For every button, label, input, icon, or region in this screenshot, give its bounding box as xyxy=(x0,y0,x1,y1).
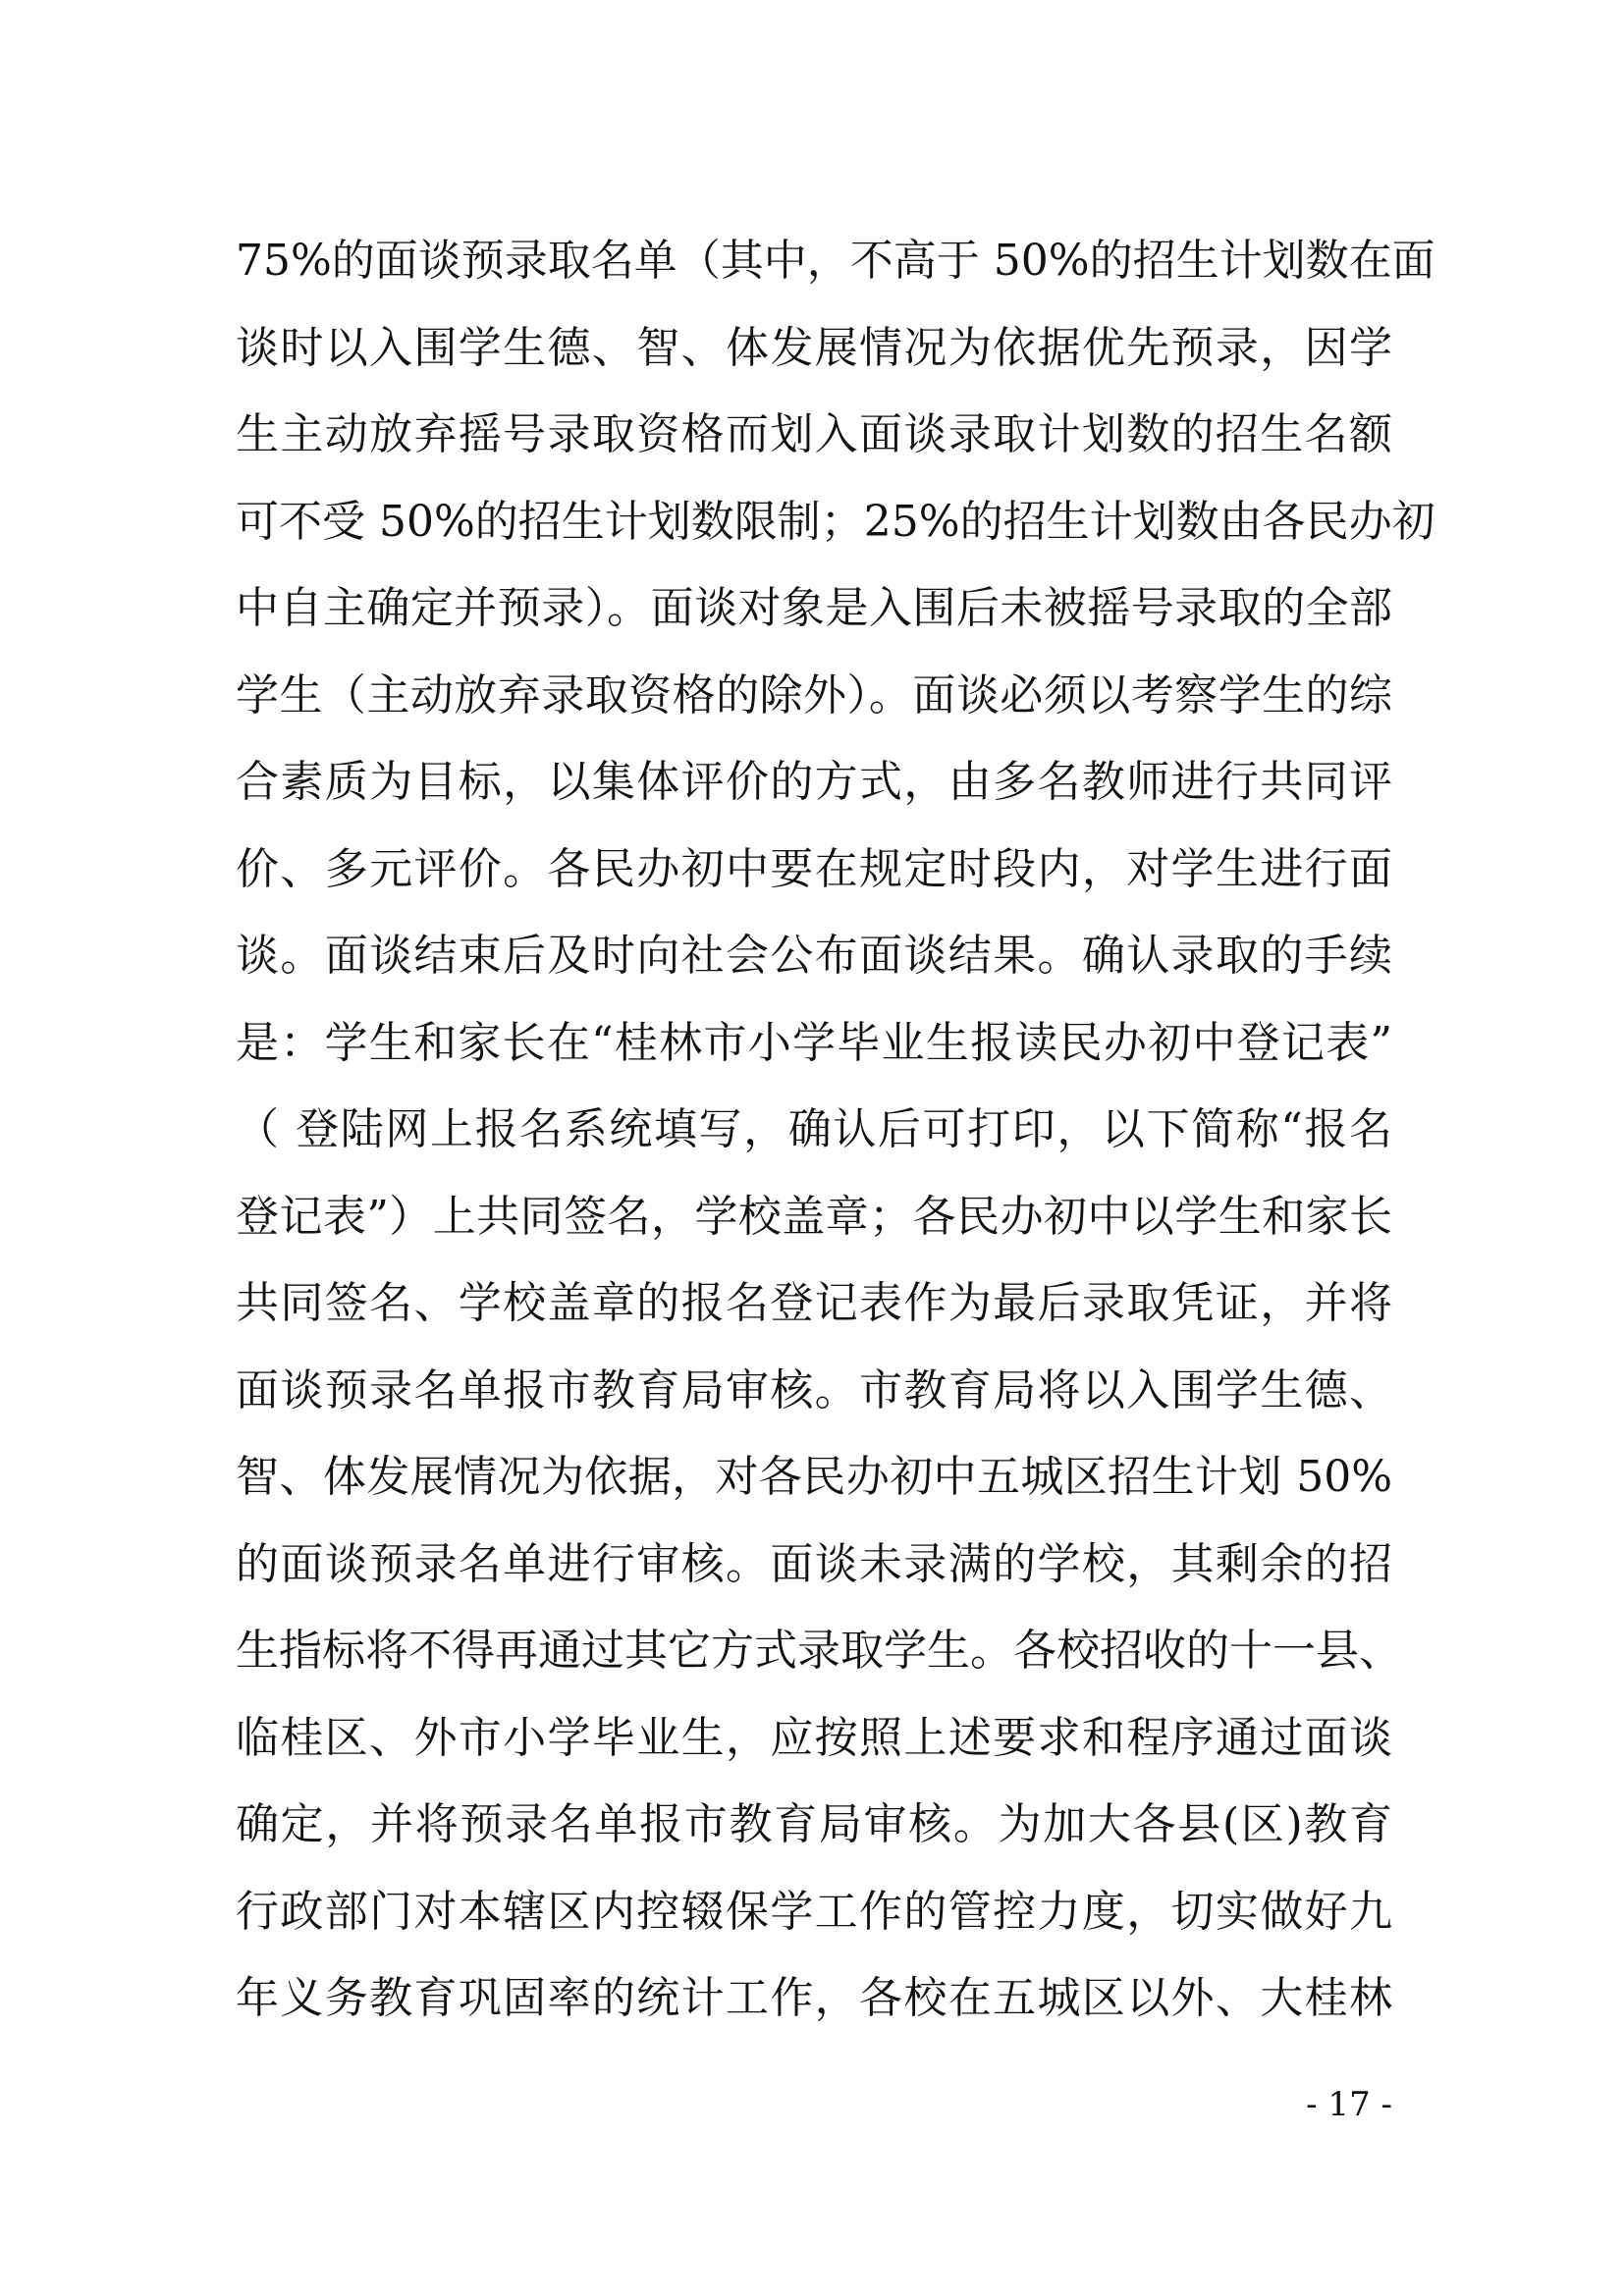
text-line: 确定，并将预录名单报市教育局审核。为加大各县(区)教育 xyxy=(236,1799,1392,1849)
text-line: 谈时以入围学生德、智、体发展情况为依据优先预录，因学 xyxy=(236,322,1392,373)
page-number: - 17 - xyxy=(1306,2085,1392,2124)
text-line: 智、体发展情况为依据，对各民办初中五城区招生计划 50% xyxy=(236,1452,1392,1502)
text-line: 是：学生和家长在“桂林市小学毕业生报读民办初中登记表” xyxy=(236,1017,1392,1068)
text-line: 生主动放弃摇号录取资格而划入面谈录取计划数的招生名额 xyxy=(236,409,1392,459)
text-line: 价、多元评价。各民办初中要在规定时段内，对学生进行面 xyxy=(236,843,1392,894)
text-line: 年义务教育巩固率的统计工作，各校在五城区以外、大桂林 xyxy=(236,1973,1392,2023)
text-line: 合素质为目标，以集体评价的方式，由多名教师进行共同评 xyxy=(236,757,1392,807)
text-line: 生指标将不得再通过其它方式录取学生。各校招收的十一县、 xyxy=(236,1626,1402,1676)
text-line: 75%的面谈预录取名单（其中，不高于 50%的招生计划数在面 xyxy=(236,236,1435,286)
text-line: 临桂区、外市小学毕业生，应按照上述要求和程序通过面谈 xyxy=(236,1712,1392,1763)
text-line: 可不受 50%的招生计划数限制；25%的招生计划数由各民办初 xyxy=(236,496,1435,547)
text-line: 中自主确定并预录）。面谈对象是入围后未被摇号录取的全部 xyxy=(236,583,1392,633)
text-line: 行政部门对本辖区内控辍保学工作的管控力度，切实做好九 xyxy=(236,1886,1392,1937)
text-line: 学生（主动放弃录取资格的除外）。面谈必须以考察学生的综 xyxy=(236,669,1392,721)
text-line: （ 登陆网上报名系统填写，确认后可打印，以下简称“报名 xyxy=(236,1104,1392,1154)
text-line: 登记表”）上共同签名，学校盖章；各民办初中以学生和家长 xyxy=(236,1191,1392,1242)
body-text xyxy=(236,218,1435,2043)
text-line: 共同签名、学校盖章的报名登记表作为最后录取凭证，并将 xyxy=(236,1278,1392,1328)
text-line: 谈。面谈结束后及时向社会公布面谈结果。确认录取的手续 xyxy=(236,931,1392,981)
text-line: 的面谈预录名单进行审核。面谈未录满的学校，其剩余的招 xyxy=(236,1538,1392,1589)
text-line: 面谈预录名单报市教育局审核。市教育局将以入围学生德、 xyxy=(236,1364,1392,1415)
